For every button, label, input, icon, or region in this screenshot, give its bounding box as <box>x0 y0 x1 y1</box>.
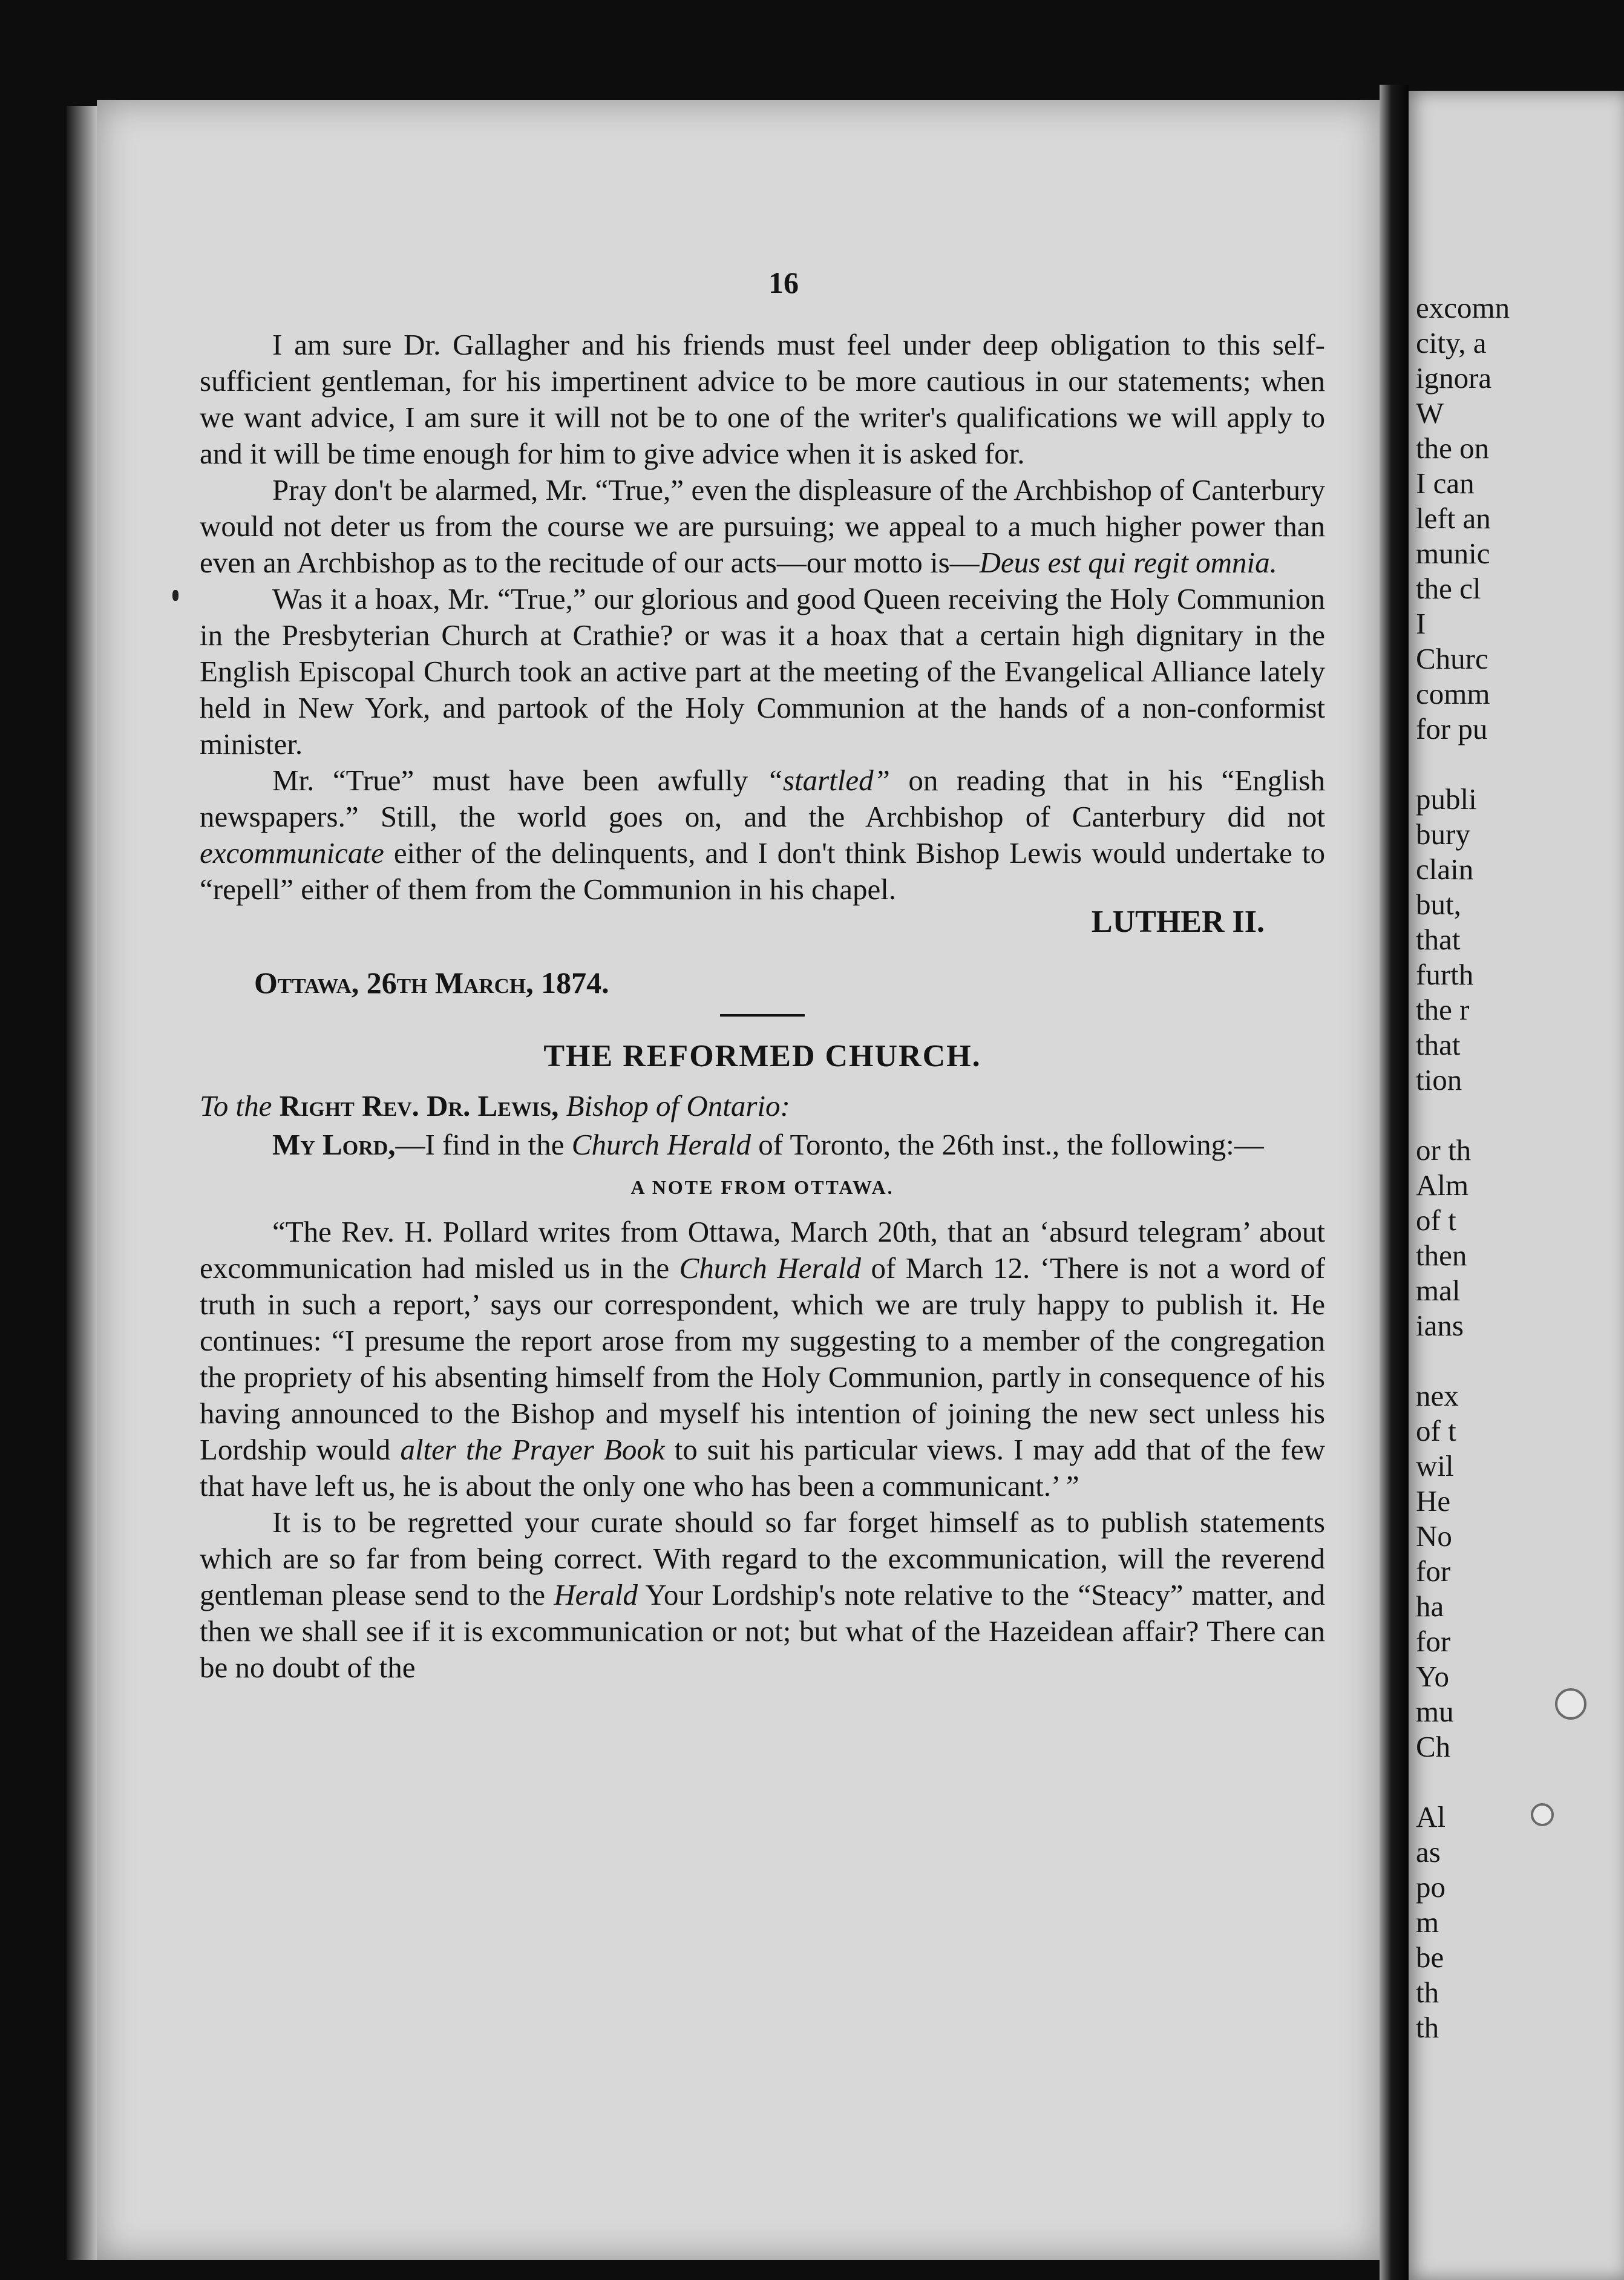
paragraph <box>200 1214 1325 1504</box>
right-page-line: ignora <box>1416 361 1492 395</box>
paragraph: Was it a hoax, Mr. “True,” our glorious and good Queen receiving the Holy Communion in the Presbyterian Church at Crathie? or was it a hoax that a certain high dignitary in the English Episcopal Church took an active part at the meeting of the Evangelical Alliance lately held in New York, and partook of the Holy Communion at the hands of a non-conformist minister. <box>200 582 1325 761</box>
excommunicate-emphasis: excommunicate <box>200 836 384 870</box>
right-page-line: or th <box>1416 1133 1472 1167</box>
right-page-line: th <box>1416 2011 1439 2044</box>
right-page-line: for <box>1416 1625 1451 1658</box>
right-page-line: tion <box>1416 1063 1462 1096</box>
right-page-line: mal <box>1416 1274 1461 1307</box>
right-page-line: He <box>1416 1484 1451 1518</box>
right-page-line <box>1416 1764 1616 1800</box>
paragraph-text: Pray don't be alarmed, Mr. “True,” even the displeasure of the Archbishop of Canterbury would not deter us from the course we are pursuing; we appeal to a much higher power than even an Archbishop as to the recitude of our acts—our motto is— <box>200 473 1325 579</box>
right-page-line: Alm <box>1416 1168 1469 1202</box>
right-page-line: th <box>1416 1976 1439 2009</box>
right-page-line: Ch <box>1416 1730 1451 1763</box>
right-page-line: be <box>1416 1941 1444 1974</box>
right-page-line: wil <box>1416 1449 1454 1482</box>
signature: LUTHER II. <box>1091 905 1265 939</box>
paragraph: I am sure Dr. Gallagher and his friends must feel under deep obligation to this self-sufficient gentleman, for his impertinent advice to be more cautious in our statements; when we want advice, I am sure it will not be to one of the writer's qualifications we will apply to and it will be time enough for him to give advice when it is asked for. <box>200 328 1325 470</box>
right-page-line: for pu <box>1416 712 1488 745</box>
right-page-line: I can <box>1416 467 1475 500</box>
paragraph-text: Mr. “True” must have been awfully <box>272 764 748 797</box>
addressee-to: To the <box>200 1089 272 1122</box>
right-page-line: city, a <box>1416 326 1487 359</box>
paragraph <box>200 1127 1325 1163</box>
paragraph-text: either of the delinquents, and I don't think Bishop Lewis would undertake to “repell” either of them from the Communion in his chapel. <box>200 836 1325 906</box>
addressee-title: Bishop of Ontario: <box>566 1089 790 1122</box>
right-page-line: excomn <box>1416 291 1510 324</box>
right-page-line: nex <box>1416 1379 1459 1412</box>
page-number: 16 <box>768 266 799 300</box>
page-left-edge <box>67 106 97 2260</box>
right-page-line: I <box>1416 607 1426 640</box>
paragraph <box>200 762 1325 908</box>
book-gutter <box>1380 85 1409 2280</box>
addressee <box>200 1088 1325 1124</box>
prayer-book-emphasis: alter the Prayer Book <box>400 1433 665 1466</box>
article-heading: THE REFORMED CHURCH. <box>543 1039 981 1073</box>
herald-emphasis: Herald <box>554 1578 638 1611</box>
right-page-line: of t <box>1416 1414 1456 1447</box>
paragraph <box>200 472 1325 581</box>
paragraph-text: “The Rev. H. Pollard writes from Ottawa, March 20th, that an ‘absurd telegram’ about excommunication had misled us in the <box>200 1215 1325 1285</box>
right-page-line: of t <box>1416 1204 1456 1237</box>
right-page-line: as <box>1416 1835 1441 1869</box>
right-page-line: then <box>1416 1239 1467 1272</box>
right-page-line: Al <box>1416 1800 1446 1833</box>
right-page-text-fragments <box>1416 290 1616 2045</box>
right-page-line: comm <box>1416 677 1490 710</box>
page-body <box>200 260 1325 1686</box>
right-page-line: publi <box>1416 782 1477 816</box>
dateline: Ottawa, 26th March, 1874. <box>254 966 609 1000</box>
right-page-line: munic <box>1416 537 1490 570</box>
ink-speck <box>172 590 178 601</box>
right-page-line <box>1416 1098 1616 1133</box>
right-page-line: bury <box>1416 817 1470 851</box>
right-page-line: but, <box>1416 888 1461 921</box>
paragraph-text: to suit his particular views. I may add that of the few that have left us, he is about the only one who has been a communicant.’ ” <box>200 1433 1326 1502</box>
right-page-line <box>1416 1343 1616 1378</box>
right-page-line: mu <box>1416 1695 1454 1728</box>
right-page-line: po <box>1416 1870 1446 1904</box>
right-page-line: Churc <box>1416 642 1488 675</box>
church-herald-emphasis: Church Herald <box>679 1251 862 1285</box>
note-heading: A NOTE FROM OTTAWA. <box>630 1176 894 1198</box>
right-page-line <box>1416 747 1616 782</box>
right-page-line: the cl <box>1416 572 1481 605</box>
addressee-name: Right Rev. Dr. Lewis, <box>279 1089 559 1122</box>
right-page-line: furth <box>1416 958 1474 991</box>
paragraph-text: Your Lordship's note relative to the “Steacy” matter, and then we shall see if it is excommunication or not; but what of the Hazeidean affair? There can be no doubt of the <box>200 1578 1326 1684</box>
right-page-line: that <box>1416 923 1461 956</box>
right-page-line: Yo <box>1416 1660 1449 1693</box>
paragraph-text: —I find in the <box>395 1128 565 1161</box>
salutation: My Lord, <box>272 1128 396 1161</box>
paragraph <box>200 1504 1325 1686</box>
right-page-line: clain <box>1416 853 1474 886</box>
church-herald-emphasis: Church Herald <box>571 1128 751 1161</box>
paragraph-text: It is to be regretted your curate should so far forget himself as to publish statements which are so far from being correct. With regard to the excommunication, will the reverend gentleman please send to the <box>200 1505 1325 1611</box>
paragraph-text: of March 12. ‘There is not a word of truth in such a report,’ says our correspondent, which we are truly happy to publish it. He continues: “I presume the report arose from my suggesting to a member of the congregation the propriety of his absenting himself from the Holy Communion, partly in consequence of his having announced to the Bishop and myself his intention of joining the new sect unless his Lordship would <box>200 1251 1326 1466</box>
right-page-line: left an <box>1416 502 1491 535</box>
paragraph-text: of Toronto, the 26th inst., the following:— <box>758 1128 1264 1161</box>
right-page-line: that <box>1416 1028 1461 1061</box>
right-page-line: m <box>1416 1905 1439 1939</box>
paragraph-text: on reading that in his “English newspapers.” Still, the world goes on, and the Archbishop of Canterbury did not <box>200 764 1326 833</box>
right-page-line: the on <box>1416 431 1490 465</box>
right-page-line: the r <box>1416 993 1470 1026</box>
right-page-line: ians <box>1416 1309 1464 1342</box>
right-page-line: W <box>1416 396 1444 430</box>
right-page-line: for <box>1416 1554 1451 1588</box>
right-page-line: ha <box>1416 1590 1444 1623</box>
section-divider <box>720 1014 805 1017</box>
startled-emphasis: “startled” <box>766 764 890 797</box>
motto: Deus est qui regit omnia. <box>979 546 1277 579</box>
right-page-line: No <box>1416 1519 1452 1553</box>
